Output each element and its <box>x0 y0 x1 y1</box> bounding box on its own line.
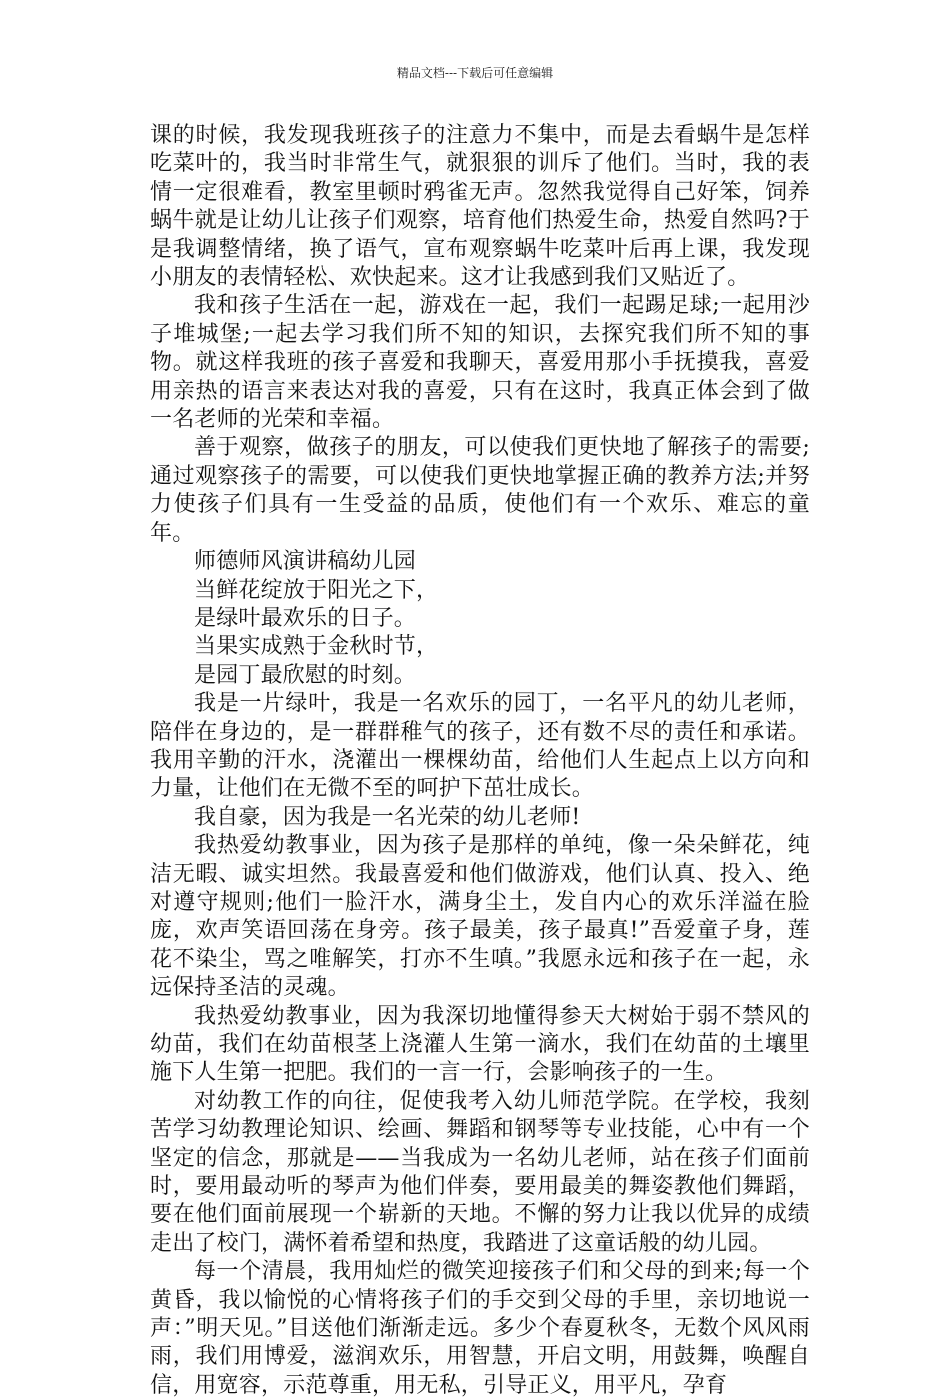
poem-line: 是园丁最欣慰的时刻。 <box>194 662 417 688</box>
document-body <box>150 122 810 1400</box>
poem-line: 是绿叶最欢乐的日子。 <box>194 605 417 631</box>
paragraph: 我和孩子生活在一起，游戏在一起，我们一起踢足球;一起用沙子堆城堡;一起去学习我们所不知的知识，去探究我们所不知的事物。就这样我班的孩子喜爱和我聊天，喜爱用那小手抚摸我，喜爱用亲热的语言来表达对我的喜爱，只有在这时，我真正体会到了做一名老师的光荣和幸福。 <box>150 293 810 433</box>
poem-line: 当果实成熟于金秋时节， <box>194 634 439 660</box>
paragraph: 我自豪，因为我是一名光荣的幼儿老师! <box>194 804 581 830</box>
paragraph: 善于观察，做孩子的朋友，可以使我们更快地了解孩子的需要;通过观察孩子的需要，可以使我们更快地掌握正确的教养方法;并努力使孩子们具有一生受益的品质，使他们有一个欢乐、难忘的童年。 <box>150 435 810 546</box>
poem-line: 当鲜花绽放于阳光之下， <box>194 577 439 603</box>
paragraph: 我是一片绿叶，我是一名欢乐的园丁，一名平凡的幼儿老师，陪伴在身边的，是一群群稚气的孩子，还有数不尽的责任和承诺。我用辛勤的汗水，浇灌出一棵棵幼苗，给他们人生起点上以方向和力量，让他们在无微不至的呵护下茁壮成长。 <box>150 691 810 802</box>
paragraph: 我热爱幼教事业，因为我深切地懂得参天大树始于弱不禁风的幼苗，我们在幼苗根茎上浇灌人生第一滴水，我们在幼苗的土壤里施下人生第一把肥。我们的一言一行，会影响孩子的一生。 <box>150 1003 810 1086</box>
paragraph: 每一个清晨，我用灿烂的微笑迎接孩子们和父母的到来;每一个黄昏，我以愉悦的心情将孩子们的手交到父母的手里，亲切地说一声：”明天见。”目送他们渐渐走远。多少个春夏秋冬，无数个风风雨雨，我们用博爱，滋润欢乐，用智慧，开启文明，用鼓舞，唤醒自信，用宽容，示范尊重，用无私，引导正义，用平凡，孕育 <box>150 1259 810 1398</box>
page-header: 精品文档---下载后可任意编辑 <box>396 66 554 80</box>
paragraph: 课的时候，我发现我班孩子的注意力不集中，而是去看蜗牛是怎样吃菜叶的，我当时非常生气，就狠狠的训斥了他们。当时，我的表情一定很难看，教室里顿时鸦雀无声。忽然我觉得自己好笨，饲养蜗牛就是让幼儿让孩子们观察，培育他们热爱生命，热爱自然吗?于是我调整情绪，换了语气，宣布观察蜗牛吃菜叶后再上课，我发现小朋友的表情轻松、欢快起来。这才让我感到我们又贴近了。 <box>150 123 810 291</box>
section-title: 师德师风演讲稿幼儿园 <box>194 549 417 575</box>
paragraph: 我热爱幼教事业，因为孩子是那样的单纯，像一朵朵鲜花，纯洁无暇、诚实坦然。我最喜爱和他们做游戏，他们认真、投入、绝对遵守规则;他们一脸汗水，满身尘土，发自内心的欢乐洋溢在脸庞，欢声笑语回荡在身旁。孩子最美，孩子最真!”吾爱童子身，莲花不染尘，骂之唯解笑，打亦不生嗔。”我愿永远和孩子在一起，永远保持圣洁的灵魂。 <box>150 833 810 1001</box>
paragraph: 对幼教工作的向往，促使我考入幼儿师范学院。在学校，我刻苦学习幼教理论知识、绘画、舞蹈和钢琴等专业技能，心中有一个坚定的信念，那就是——当我成为一名幼儿老师，站在孩子们面前时，要用最动听的琴声为他们伴奏，要用最美的舞姿教他们舞蹈，要在他们面前展现一个崭新的天地。不懈的努力让我以优异的成绩走出了校门，满怀着希望和热度，我踏进了这童话般的幼儿园。 <box>150 1088 810 1256</box>
